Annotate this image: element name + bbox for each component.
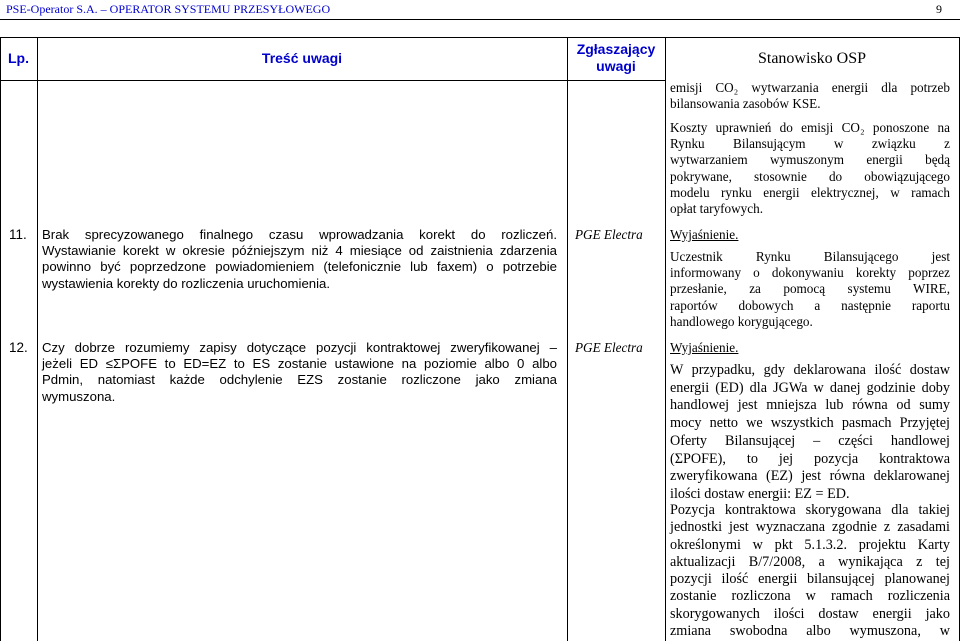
remark-12-heading: Wyjaśnienie.: [670, 340, 739, 355]
text-line: jeżeli ED ≤ΣPOFE to ED=EZ to ES zostanie ustawione na poziomie albo 0 albo: [42, 356, 557, 372]
row-number-12: 12.: [9, 340, 28, 355]
remark-12-response-1: [670, 362, 950, 504]
text-line: wystawienia korekty do rozliczenia uruchomienia.: [42, 275, 331, 291]
text-line: Uczestnik Rynku Bilansującego jest: [670, 249, 950, 264]
text-line: zostanie rozliczona w ramach rozliczenia: [670, 588, 950, 605]
text-line: skorygowanych ilości dostaw energii jako: [670, 605, 950, 622]
text-line: (ΣPOFE), to jej pozycja kontraktowa: [670, 450, 950, 467]
text-line: wymuszona.: [42, 388, 116, 404]
continuation-paragraph-1: [670, 80, 950, 112]
text-line: bilansowania zasobów KSE.: [670, 96, 821, 112]
column-divider-reporter: [665, 37, 666, 641]
column-divider-lp: [37, 37, 38, 641]
text-line: Pozycja kontraktowa skorygowana dla takiej: [670, 502, 950, 518]
text-line: opłat taryfowych.: [670, 201, 764, 217]
text-line: Brak sprecyzowanego finalnego czasu wprowadzania korekt do rozliczeń.: [42, 227, 557, 242]
text-line: energii (ED) dla JGWa w danej godzinie doby: [670, 379, 950, 396]
header-rule: [0, 19, 960, 20]
text-line: powinno być poprzedzone powiadomieniem (telefonicznie lub faxem) o potrzebie: [42, 259, 557, 275]
text-line: zmiana swobodna albo wymuszona, w: [670, 623, 950, 640]
text-line: pokrywane, stosownie do obowiązującego: [670, 168, 950, 184]
text-line: raportów dobowych a następnie raportu: [670, 297, 950, 313]
text-line: Oferty Bilansującej – części handlowej: [670, 432, 950, 449]
table-top-border: [0, 37, 960, 38]
remark-12-response-2: [670, 502, 950, 640]
column-header-lp: Lp.: [8, 50, 29, 66]
text-line: aktualizacji B/7/2008, a wynikająca z tej: [670, 553, 950, 570]
text-line: emisji CO₂ wytwarzania energii dla potrzeb: [670, 80, 950, 95]
text-line: pozycji ilość energii bilansującej planowanej: [670, 571, 950, 588]
text-line: mocy netto we wszystkich pasmach Przyjętej: [670, 415, 950, 432]
text-line: określonymi w pkt 5.1.3.2. projektu Karty: [670, 536, 950, 553]
page-number: 9: [936, 2, 942, 16]
text-line: zweryfikowana (EZ) jest równa deklarowanej: [670, 468, 950, 485]
text-line: wytwarzaniem wymuszonym energii będą: [670, 152, 950, 168]
text-line: handlowego korygującego.: [670, 313, 813, 329]
column-divider-content: [567, 37, 568, 641]
table-header-bottom-border: [0, 80, 665, 81]
text-line: Koszty uprawnień do emisji CO₂ ponoszone na: [670, 120, 950, 135]
text-line: W przypadku, gdy deklarowana ilość dostaw: [670, 362, 950, 378]
row-number-11: 11.: [9, 227, 27, 242]
text-line: Czy dobrze rozumiemy zapisy dotyczące pozycji kontraktowej zweryfikowanej –: [42, 340, 557, 355]
continuation-paragraph-2: [670, 120, 950, 217]
remark-11-heading: Wyjaśnienie.: [670, 227, 739, 242]
column-header-content: Treść uwagi: [261, 50, 343, 66]
remark-11-reporter: PGE Electra: [575, 227, 643, 242]
text-line: modelu rynku energii elektrycznej, w ramach: [670, 184, 950, 200]
text-line: jednostki jest wyznaczana zgodnie z zasadami: [670, 519, 950, 536]
document-header: PSE-Operator S.A. – OPERATOR SYSTEMU PRZESYŁOWEGO: [6, 2, 331, 16]
remark-12-reporter: PGE Electra: [575, 340, 643, 355]
text-line: handlowej jest mniejsza lub równa od sumy: [670, 397, 950, 414]
column-header-position: Stanowisko OSP: [757, 50, 867, 67]
column-header-reporter: Zgłaszający uwagi: [576, 41, 656, 74]
text-line: Rynku Bilansującym w związku z: [670, 136, 950, 152]
text-line: ilości dostaw energii: EZ = ED.: [670, 485, 850, 502]
remark-11-content: [42, 227, 557, 292]
text-line: przesłanie, za pomocą systemu WIRE,: [670, 281, 950, 297]
text-line: Wystawianie korekt w okresie późniejszym niż 4 miesiące od zaistnienia zdarzenia: [42, 243, 557, 259]
text-line: Pdmin, natomiast każde odchylenie EZS zostanie rozliczone jako zmiana: [42, 372, 557, 388]
table-left-border: [0, 37, 1, 641]
remark-12-content: [42, 340, 557, 405]
remark-11-response: [670, 249, 950, 330]
text-line: informowany o dokonywaniu korekty poprzez: [670, 265, 950, 281]
